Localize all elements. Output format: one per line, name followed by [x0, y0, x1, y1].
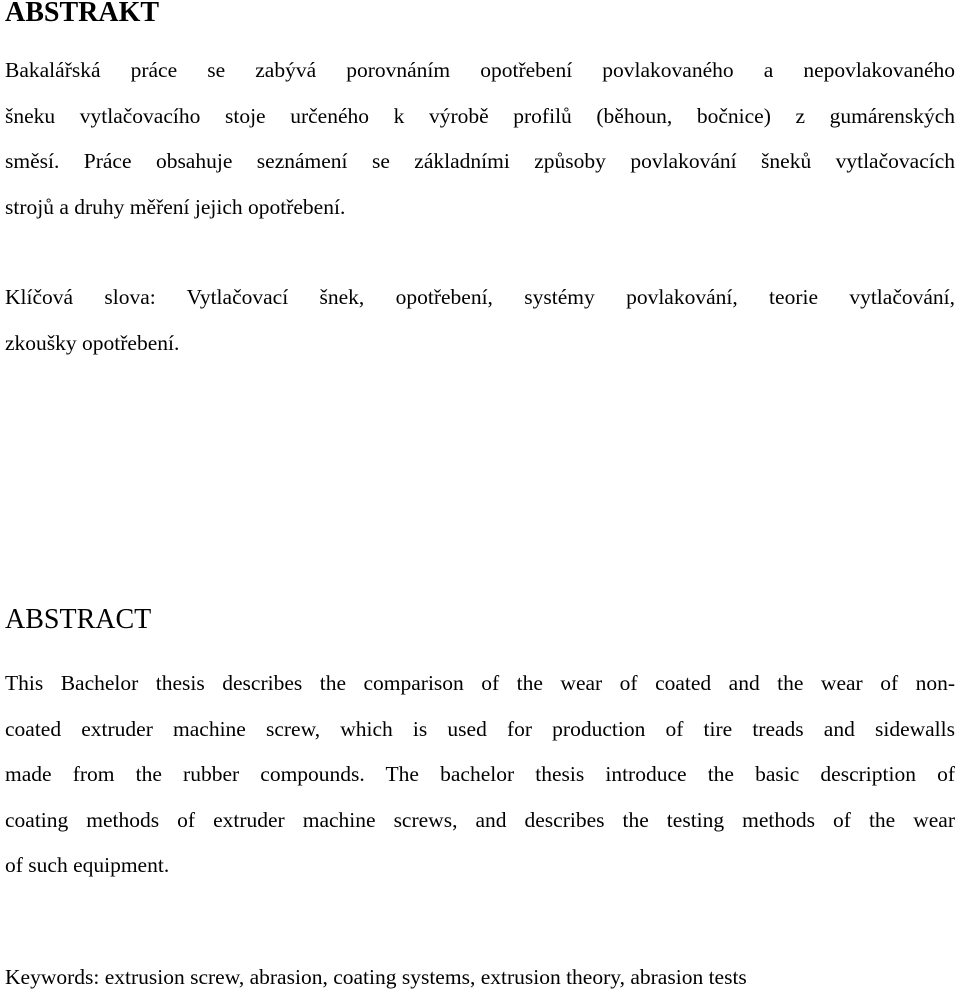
- text-line: of such equipment.: [5, 853, 170, 877]
- text-line: coating methods of extruder machine screws, and describes the testing methods of the wear: [5, 807, 955, 832]
- czech-abstract-heading: ABSTRAKT: [5, 0, 160, 28]
- text-line: šneku vytlačovacího stoje určeného k výrobě profilů (běhoun, bočnice) z gumárenských: [5, 103, 955, 128]
- text-line: strojů a druhy měření jejich opotřebení.: [5, 194, 346, 219]
- text-line: made from the rubber compounds. The bachelor thesis introduce the basic description of: [5, 762, 955, 786]
- text-line: směsí. Práce obsahuje seznámení se základními způsoby povlakování šneků vytlačovacích: [5, 149, 955, 173]
- text-line: Klíčová slova: Vytlačovací šnek, opotřebení, systémy povlakování, teorie vytlačování,: [5, 285, 955, 309]
- english-abstract-text: [5, 661, 955, 889]
- czech-keywords: [5, 275, 955, 366]
- czech-abstract-text: [5, 48, 955, 230]
- english-keywords: [5, 955, 955, 1001]
- english-abstract-heading: ABSTRACT: [5, 604, 152, 635]
- text-line: Bakalářská práce se zabývá porovnáním opotřebení povlakovaného a nepovlakovaného: [5, 58, 955, 82]
- text-line: zkoušky opotřebení.: [5, 330, 180, 355]
- text-line: Keywords: extrusion screw, abrasion, coating systems, extrusion theory, abrasion tests: [5, 965, 747, 989]
- text-line: This Bachelor thesis describes the comparison of the wear of coated and the wear of non-: [5, 671, 955, 695]
- text-line: coated extruder machine screw, which is used for production of tire treads and sidewalls: [5, 716, 955, 741]
